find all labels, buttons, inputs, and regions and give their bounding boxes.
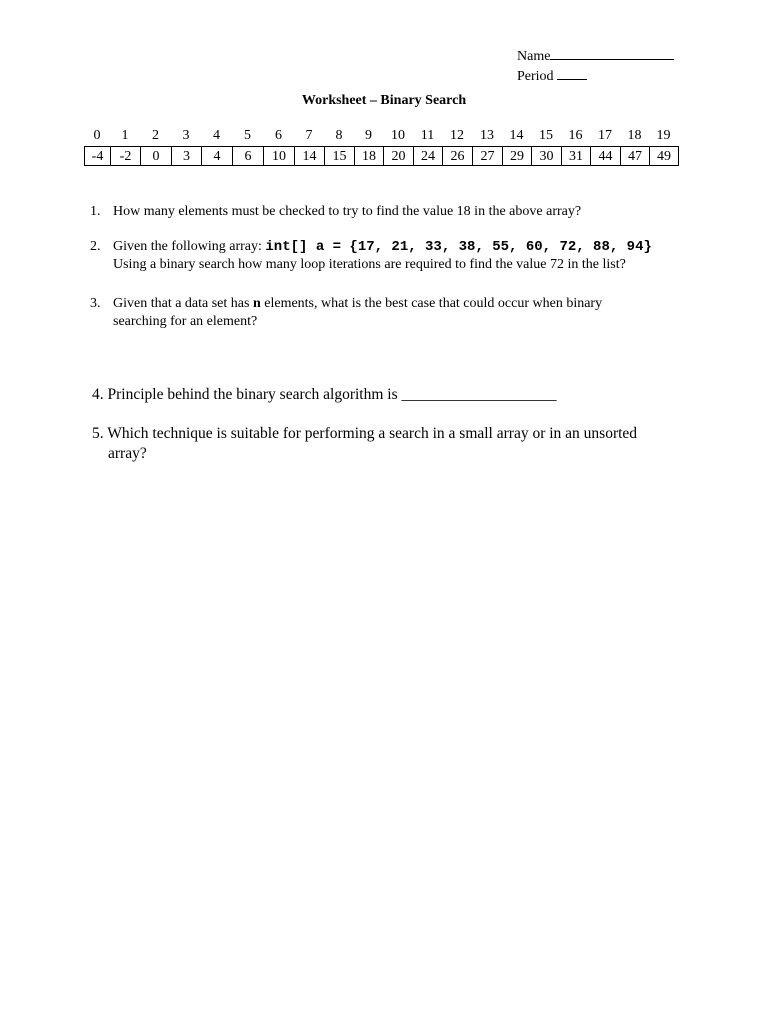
array-index: 12: [450, 128, 464, 143]
question-number: 3.: [90, 296, 101, 311]
student-info: [517, 46, 674, 86]
array-index: 2: [152, 128, 159, 143]
array-index: 9: [365, 128, 372, 143]
array-index: 1: [121, 128, 129, 143]
array-cell: 47: [621, 147, 650, 166]
array-index: 16: [568, 128, 583, 143]
array-index: 14: [509, 128, 524, 143]
array-cell: 26: [443, 147, 473, 166]
array-cell: 15: [325, 147, 355, 166]
array-index: 11: [420, 128, 435, 143]
array-index: 3: [182, 128, 190, 143]
array-cell: 27: [473, 147, 503, 166]
question-5: [92, 424, 712, 464]
array-cell: 10: [264, 147, 295, 166]
array-cell: -2: [111, 147, 141, 166]
array-index: 13: [480, 128, 494, 143]
question-text: Given the following array:: [113, 239, 266, 254]
period-line: [517, 66, 674, 86]
array-cell: -4: [85, 147, 111, 166]
question-text: 5. Which technique is suitable for performing a search in a small array or in an unsorted: [92, 425, 638, 442]
array-cell: 29: [503, 147, 532, 166]
worksheet-title: Worksheet – Binary Search: [301, 93, 467, 108]
array-index: 0: [93, 128, 101, 143]
array-cell: 24: [414, 147, 443, 166]
name-label: Name: [517, 49, 551, 64]
array-cell: 30: [532, 147, 562, 166]
question-number: 1.: [90, 204, 101, 219]
question-text: Given that a data set has: [113, 296, 253, 311]
array-cell: 20: [384, 147, 414, 166]
question-4: 4. Principle behind the binary search algorithm is ____________________: [92, 386, 557, 403]
array-index: 18: [627, 128, 642, 143]
array-cell: 4: [202, 147, 233, 166]
period-label: Period: [517, 69, 554, 84]
name-blank: [550, 46, 674, 60]
array-index: 7: [305, 128, 313, 143]
array-index: 8: [335, 128, 343, 143]
array-index: 17: [598, 128, 612, 143]
array-index: 15: [539, 128, 553, 143]
array-cell: 18: [355, 147, 384, 166]
code-snippet: int[] a = {17, 21, 33, 38, 55, 60, 72, 88, 94}: [265, 239, 652, 255]
array-cell: 6: [233, 147, 264, 166]
question-text-line2: Using a binary search how many loop iterations are required to find the value 72 in the list?: [113, 257, 626, 272]
array-table: [84, 146, 679, 166]
question-text-line2: array?: [108, 445, 147, 462]
array-cell: 3: [172, 147, 202, 166]
array-cell: 49: [650, 147, 679, 166]
array-index: 19: [656, 128, 671, 143]
question-text: How many elements must be checked to try to find the value 18 in the above array?: [113, 204, 582, 219]
array-index: 6: [275, 128, 282, 143]
array-cell: 31: [562, 147, 591, 166]
question-text-line2: searching for an element?: [113, 314, 258, 329]
array-cell: 14: [295, 147, 325, 166]
question-text-cont: elements, what is the best case that could occur when binary: [260, 296, 603, 311]
name-line: [517, 46, 674, 66]
array-index: 10: [391, 128, 405, 143]
question-number: 2.: [90, 239, 101, 254]
array-cell: 44: [591, 147, 621, 166]
array-value-row: [85, 147, 679, 166]
array-index: 5: [244, 128, 251, 143]
period-blank: [557, 66, 587, 80]
array-cell: 0: [141, 147, 172, 166]
array-index: 4: [213, 128, 220, 143]
variable-n: n: [252, 296, 261, 311]
